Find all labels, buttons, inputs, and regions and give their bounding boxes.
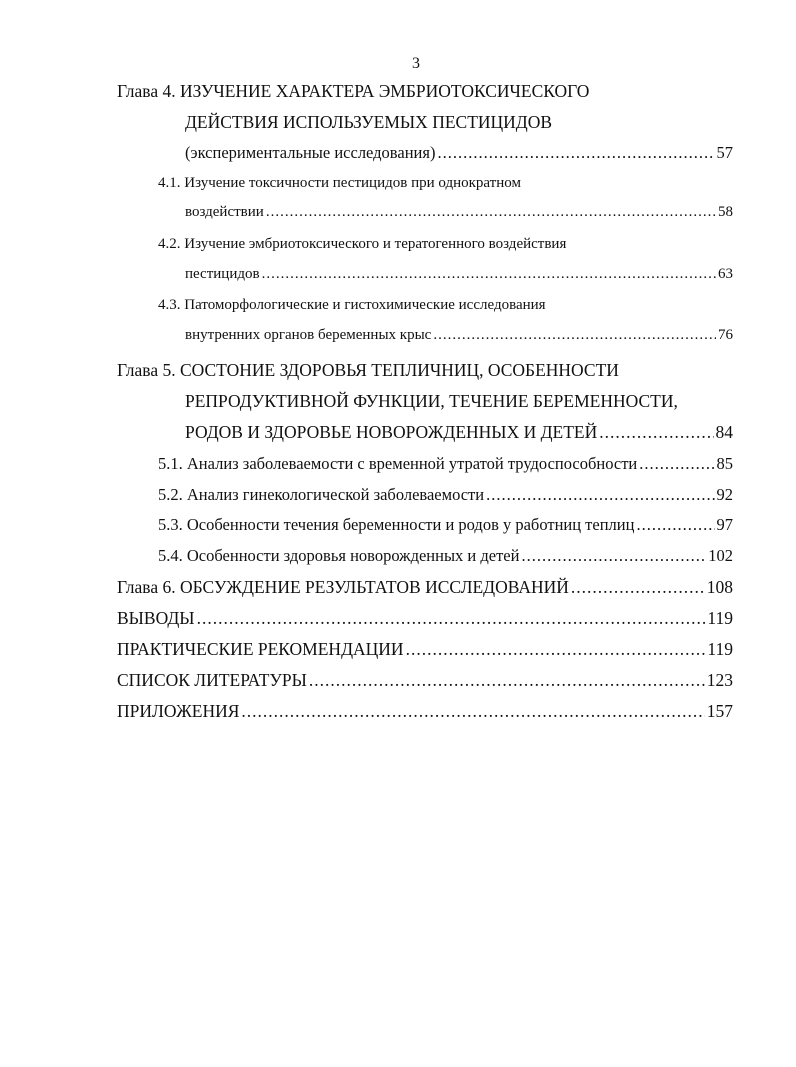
dot-leader: [571, 577, 705, 598]
toc-conclusions-entry[interactable]: ВЫВОДЫ ..... 119: [117, 608, 733, 632]
toc-section-4-2-line-1: 4.2. Изучение эмбриотоксического и тератогенного воздействия: [158, 236, 567, 252]
toc-section-5-4-entry[interactable]: 5.4. Особенности здоровья новорожденных и детей ..... 102: [158, 546, 733, 570]
dot-leader: [599, 422, 713, 443]
toc-appendices-entry[interactable]: ПРИЛОЖЕНИЯ ..... 157: [117, 701, 733, 725]
page-ref: 84: [715, 422, 733, 442]
toc-section-4-3-line-1: 4.3. Патоморфологические и гистохимические исследования: [158, 297, 546, 313]
toc-chapter-5-title-line-2: РЕПРОДУКТИВНОЙ ФУНКЦИИ, ТЕЧЕНИЕ БЕРЕМЕННОСТИ,: [185, 391, 678, 411]
dot-leader: [486, 485, 714, 505]
toc-chapter-6-entry[interactable]: Глава 6. ОБСУЖДЕНИЕ РЕЗУЛЬТАТОВ ИССЛЕДОВАНИЙ ..... 108: [117, 577, 733, 601]
dot-leader: [636, 515, 714, 535]
page-ref: 57: [716, 143, 733, 162]
toc-references-entry[interactable]: СПИСОК ЛИТЕРАТУРЫ ..... 123: [117, 670, 733, 694]
toc-section-4-1-entry[interactable]: воздействии ..... 58: [185, 204, 733, 228]
toc-recommendations-entry[interactable]: ПРАКТИЧЕСКИЕ РЕКОМЕНДАЦИИ ..... 119: [117, 639, 733, 663]
toc-section-5-1-entry[interactable]: 5.1. Анализ заболеваемости с временной утратой трудоспособности ..... 85: [158, 454, 733, 478]
dot-leader: [437, 143, 714, 163]
toc-chapter-5-entry[interactable]: РОДОВ И ЗДОРОВЬЕ НОВОРОЖДЕННЫХ И ДЕТЕЙ ..... 84: [185, 422, 733, 446]
page-ref: 97: [716, 515, 733, 534]
dot-leader: [266, 204, 716, 221]
toc-section-5-2-entry[interactable]: 5.2. Анализ гинекологической заболеваемости ..... 92: [158, 485, 733, 509]
dot-leader: [406, 639, 706, 660]
page-ref: 108: [706, 577, 733, 597]
toc-section-4-1-line-1: 4.1. Изучение токсичности пестицидов при однократном: [158, 175, 521, 191]
page-number: 3: [412, 55, 420, 72]
toc-section-4-2-entry[interactable]: пестицидов ..... 63: [185, 266, 733, 290]
page-ref: 119: [707, 608, 733, 628]
dot-leader: [521, 546, 706, 566]
page-ref: 102: [708, 546, 733, 565]
page-ref: 63: [718, 266, 733, 282]
page-ref: 157: [706, 701, 733, 721]
toc-section-5-3-entry[interactable]: 5.3. Особенности течения беременности и родов у работниц теплиц ..... 97: [158, 515, 733, 539]
page-ref: 92: [716, 485, 733, 504]
dot-leader: [309, 670, 705, 691]
page-ref: 123: [706, 670, 733, 690]
page-ref: 76: [718, 327, 733, 343]
dot-leader: [241, 701, 704, 722]
toc-chapter-4-title-line-2: ДЕЙСТВИЯ ИСПОЛЬЗУЕМЫХ ПЕСТИЦИДОВ: [185, 112, 553, 132]
toc-chapter-4-entry[interactable]: (экспериментальные исследования) ..... 57: [185, 143, 733, 167]
toc-chapter-5-title-line-1: Глава 5. СОСТОНИЕ ЗДОРОВЬЯ ТЕПЛИЧНИЦ, ОСОБЕННОСТИ: [117, 360, 619, 380]
dot-leader: [639, 454, 714, 474]
toc-chapter-4-title-line-1: Глава 4. ИЗУЧЕНИЕ ХАРАКТЕРА ЭМБРИОТОКСИЧЕСКОГО: [117, 81, 590, 101]
page-ref: 58: [718, 204, 733, 220]
dot-leader: [262, 266, 716, 283]
page-ref: 119: [707, 639, 733, 659]
dot-leader: [197, 608, 706, 629]
toc-section-4-3-entry[interactable]: внутренних органов беременных крыс ..... 76: [185, 327, 733, 351]
dot-leader: [433, 327, 716, 344]
page-ref: 85: [716, 454, 733, 473]
